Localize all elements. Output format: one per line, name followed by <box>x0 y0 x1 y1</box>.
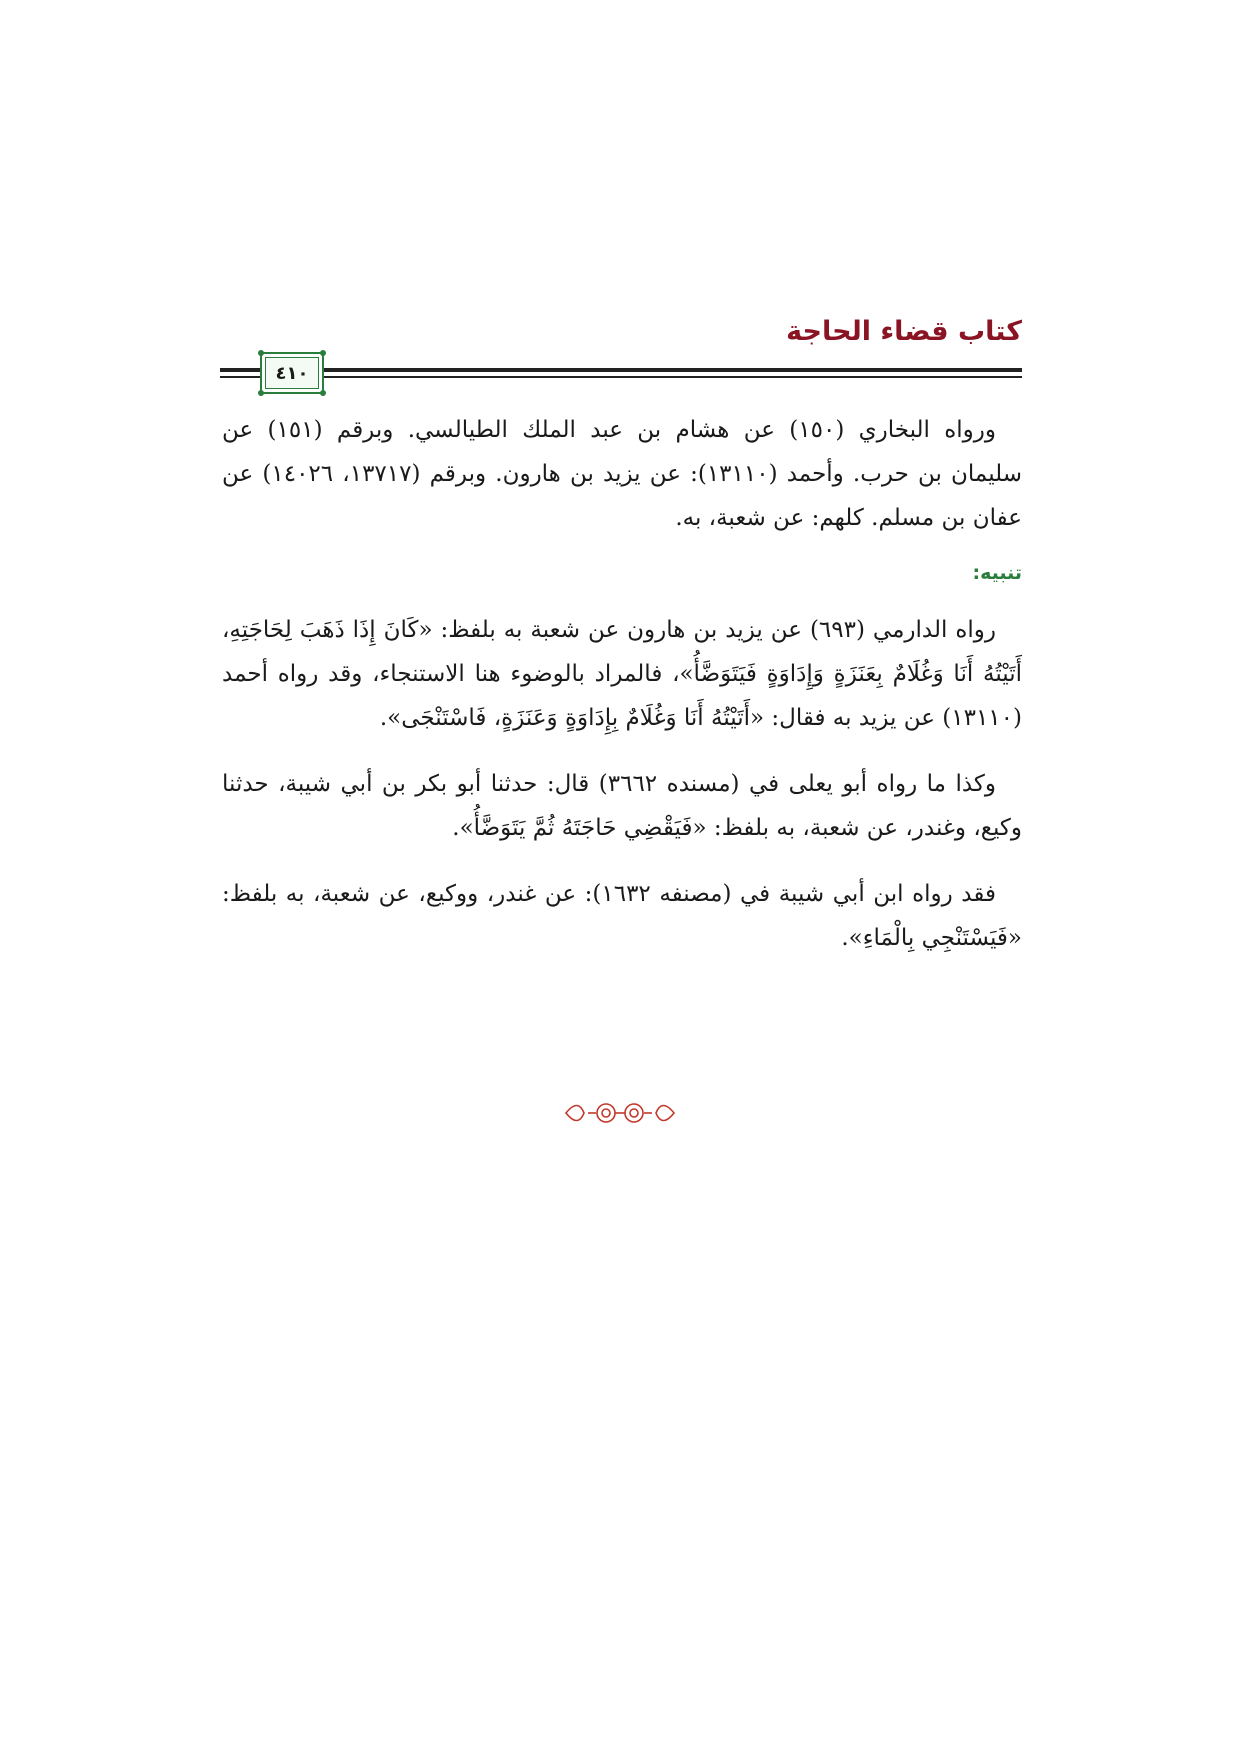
page-body <box>222 408 1022 982</box>
header-rule-thin <box>220 376 1022 378</box>
page-header <box>220 316 1022 386</box>
header-rule-thick <box>220 368 1022 372</box>
paragraph: فقد رواه ابن أبي شيبة في (مصنفه ١٦٣٢): عن غندر، ووكيع، عن شعبة، به بلفظ: «فَيَسْتَنْجِي بِالْمَاءِ». <box>222 881 1022 951</box>
page-number: ٤١٠ <box>275 362 309 384</box>
paragraph: ورواه البخاري (١٥٠) عن هشام بن عبد الملك الطيالسي. وبرقم (١٥١) عن سليمان بن حرب. وأحمد (١٣١١٠): عن يزيد بن هارون. وبرقم (١٣٧١٧، ١٤٠٢٦) عن عفان بن مسلم. كلهم: عن شعبة، به. <box>222 417 1023 531</box>
paragraph: وكذا ما رواه أبو يعلى في (مسنده ٣٦٦٢) قال: حدثنا أبو بكر بن أبي شيبة، حدثنا وكيع، وغندر، عن شعبة، به بلفظ: «فَيَقْضِي حَاجَتَهُ ثُمَّ يَتَوَضَّأُ». <box>222 771 1022 841</box>
chapter-title: كتاب قضاء الحاجة <box>786 316 1022 347</box>
paragraph: رواه الدارمي (٦٩٣) عن يزيد بن هارون عن شعبة به بلفظ: «كَانَ إِذَا ذَهَبَ لِحَاجَتِهِ، أَتَيْتُهُ أَنَا وَغُلَامٌ بِعَنَزَةٍ وَإِدَاوَةٍ فَيَتَوَضَّأُ»، فالمراد بالوضوء هنا الاستنجاء، وقد رواه أحمد (١٣١١٠) عن يزيد به فقال: «أَتَيْتُهُ أَنَا وَغُلَامٌ بِإِدَاوَةٍ وَعَنَزَةٍ، فَاسْتَنْجَى». <box>222 617 1022 731</box>
page-badge-frame <box>265 357 319 389</box>
section-heading: تنبيه: <box>972 562 1022 584</box>
page-number-badge <box>260 352 324 394</box>
end-ornament-icon <box>560 1098 680 1128</box>
badge-corner-icon <box>320 390 326 396</box>
badge-corner-icon <box>258 350 264 356</box>
badge-corner-icon <box>258 390 264 396</box>
badge-corner-icon <box>320 350 326 356</box>
